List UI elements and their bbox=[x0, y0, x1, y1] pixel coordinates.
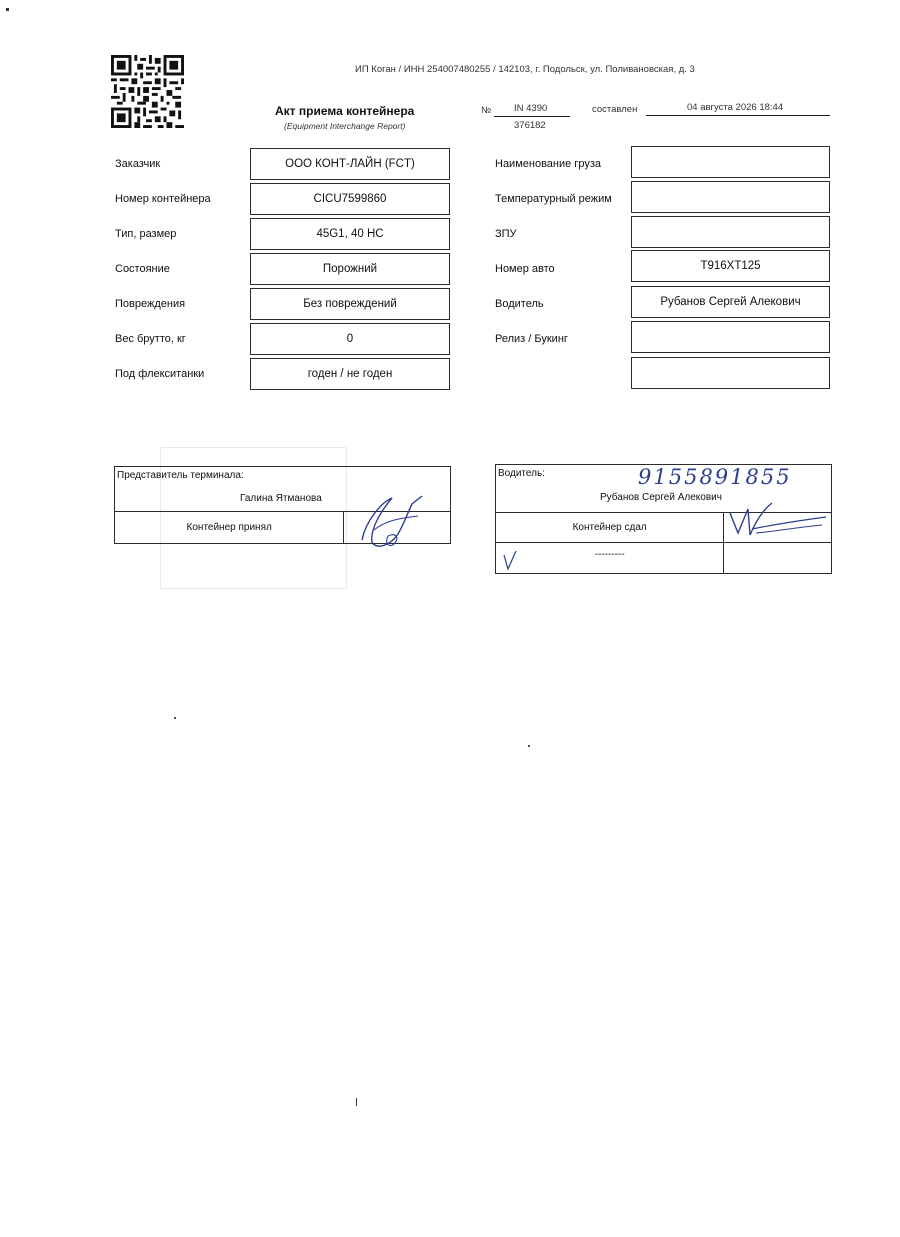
seal-value bbox=[631, 216, 830, 248]
document-subtitle: (Equipment Interchange Report) bbox=[284, 121, 406, 131]
release-booking-value bbox=[631, 321, 830, 353]
number-sub: 376182 bbox=[514, 120, 546, 131]
scan-speck bbox=[6, 8, 9, 11]
terminal-rep-name: Галина Ятманова bbox=[240, 493, 322, 504]
customer-label: Заказчик bbox=[115, 158, 161, 170]
scan-speck bbox=[174, 717, 176, 719]
container-accepted-label: Контейнер принял bbox=[186, 522, 272, 533]
condition-label: Состояние bbox=[115, 263, 170, 275]
driver-value: Рубанов Сергей Алекович bbox=[631, 286, 830, 318]
release-booking-label: Релиз / Букинг bbox=[495, 333, 568, 345]
composed-date: 04 августа 2026 18:44 bbox=[687, 102, 784, 113]
driver-label: Водитель bbox=[495, 298, 544, 310]
checkmark-icon bbox=[502, 549, 518, 571]
driver-signature-block bbox=[495, 464, 832, 574]
container-handed-label: Контейнер сдал bbox=[572, 522, 647, 533]
issuer-line: ИП Коган / ИНН 254007480255 / 142103, г. Подольск, ул. Поливановская, д. 3 bbox=[355, 64, 695, 75]
driver-heading: Водитель: bbox=[498, 468, 545, 479]
scan-speck bbox=[528, 745, 530, 747]
condition-value: Порожний bbox=[250, 253, 450, 285]
container-number-label: Номер контейнера bbox=[115, 193, 211, 205]
date-underline bbox=[646, 115, 830, 116]
damage-value: Без повреждений bbox=[250, 288, 450, 320]
qr-code-icon bbox=[111, 55, 184, 128]
document-title: Акт приема контейнера bbox=[275, 104, 415, 118]
composed-label: составлен bbox=[592, 104, 638, 115]
number-label: № bbox=[481, 105, 492, 116]
gross-weight-label: Вес брутто, кг bbox=[115, 333, 186, 345]
container-number-value: CICU7599860 bbox=[250, 183, 450, 215]
gross-weight-value: 0 bbox=[250, 323, 450, 355]
damage-label: Повреждения bbox=[115, 298, 186, 310]
terminal-heading: Представитель терминала: bbox=[117, 470, 244, 481]
flexitank-value: годен / не годен bbox=[250, 358, 450, 390]
customer-value: ООО КОНТ-ЛАЙН (FCT) bbox=[250, 148, 450, 180]
type-size-label: Тип, размер bbox=[115, 228, 177, 240]
extra-empty-field bbox=[631, 357, 830, 389]
temperature-value bbox=[631, 181, 830, 213]
vehicle-number-label: Номер авто bbox=[495, 263, 555, 275]
cargo-name-value bbox=[631, 146, 830, 178]
driver-name: Рубанов Сергей Алекович bbox=[600, 492, 722, 503]
number-value: IN 4390 bbox=[514, 103, 548, 114]
type-size-value: 45G1, 40 HC bbox=[250, 218, 450, 250]
cargo-name-label: Наименование груза bbox=[495, 158, 601, 170]
number-underline bbox=[494, 116, 570, 117]
scan-speck bbox=[356, 1098, 357, 1106]
driver-dashes: --------- bbox=[594, 548, 625, 560]
terminal-signature-block bbox=[114, 466, 451, 544]
terminal-signature-mark bbox=[352, 490, 432, 555]
seal-label: ЗПУ bbox=[495, 228, 517, 240]
driver-phone-handwritten: 9155891855 bbox=[638, 465, 792, 489]
temperature-label: Температурный режим bbox=[495, 193, 612, 205]
flexitank-label: Под флекситанки bbox=[115, 368, 205, 380]
vehicle-number-value: Т916ХТ125 bbox=[631, 250, 830, 282]
driver-signature-mark bbox=[726, 499, 830, 547]
